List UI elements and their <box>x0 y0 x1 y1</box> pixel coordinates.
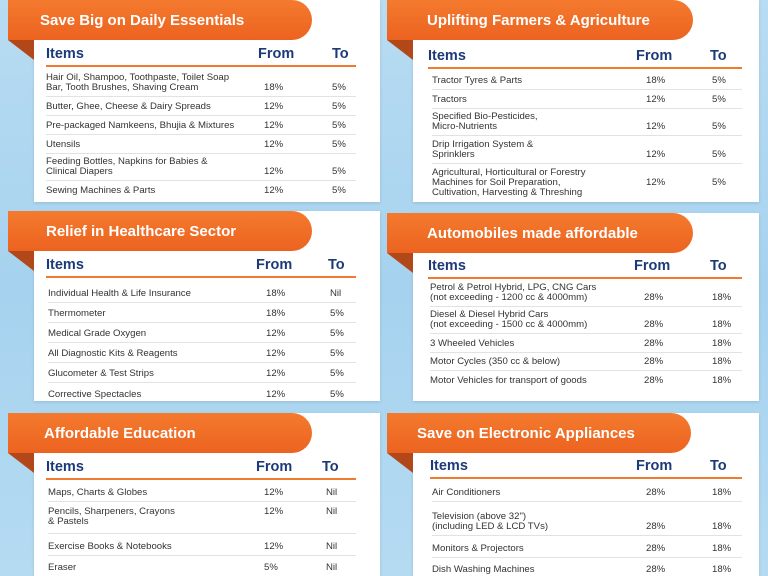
rate-to: 18% <box>712 543 732 554</box>
rate-to: Nil <box>326 562 338 573</box>
table-row <box>432 536 742 558</box>
rate-from: 12% <box>264 506 284 517</box>
rate-to: 5% <box>332 166 346 177</box>
table-row <box>432 90 742 109</box>
rate-to: 18% <box>712 319 732 330</box>
header-from: From <box>636 48 673 64</box>
rate-to: 5% <box>712 149 726 160</box>
table-row <box>48 323 356 343</box>
table-row <box>46 70 356 97</box>
rate-from: 12% <box>266 348 286 359</box>
rate-from: 18% <box>264 82 284 93</box>
item-name: Exercise Books & Notebooks <box>48 541 172 552</box>
item-name: Air Conditioners <box>432 487 501 498</box>
item-name: Individual Health & Life Insurance <box>48 288 191 299</box>
section-title: Affordable Education <box>44 424 196 442</box>
rate-to: 5% <box>712 75 726 86</box>
item-name: Television (above 32") (including LED & LCD TVs) <box>432 511 549 532</box>
item-name: Hair Oil, Shampoo, Toothpaste, Toilet Soap Bar, Tooth Brushes, Shaving Cream <box>46 72 230 93</box>
table-row <box>48 534 356 556</box>
item-name: Drip Irrigation System & Sprinklers <box>432 139 534 160</box>
item-name: Eraser <box>48 562 77 573</box>
rate-to: 5% <box>712 94 726 105</box>
item-name: Feeding Bottles, Napkins for Babies & Clinical Diapers <box>46 156 208 177</box>
rate-from: 12% <box>264 185 284 196</box>
header-from: From <box>256 257 293 273</box>
rate-to: 18% <box>712 375 732 386</box>
header-to: To <box>322 459 339 475</box>
table-header <box>46 257 356 278</box>
table-row <box>48 283 356 303</box>
rate-to: 18% <box>712 487 732 498</box>
table-row <box>430 371 742 389</box>
table-row <box>46 116 356 135</box>
item-name: Motor Vehicles for transport of goods <box>430 375 587 386</box>
rate-from: 12% <box>646 94 666 105</box>
ribbon-fold <box>387 40 413 60</box>
rate-from: 12% <box>264 541 284 552</box>
table-body <box>48 484 356 576</box>
rate-from: 12% <box>646 149 666 160</box>
rate-from: 28% <box>646 487 666 498</box>
header-items: Items <box>430 458 468 474</box>
header-from: From <box>634 258 671 274</box>
table-body <box>430 283 742 389</box>
rate-from: 28% <box>644 319 664 330</box>
header-from: From <box>258 46 295 62</box>
table-header <box>428 258 742 279</box>
table-body <box>432 72 742 202</box>
rate-from: 12% <box>646 121 666 132</box>
rate-to: 5% <box>330 308 344 319</box>
table-body <box>46 70 356 199</box>
rate-to: 5% <box>332 185 346 196</box>
item-name: Corrective Spectacles <box>48 389 142 400</box>
table-row <box>432 72 742 90</box>
item-name: Thermometer <box>48 308 106 319</box>
table-row <box>48 363 356 383</box>
table-row <box>430 334 742 353</box>
rate-to: 18% <box>712 338 732 349</box>
header-to: To <box>328 257 345 273</box>
rate-from: 12% <box>264 487 284 498</box>
header-to: To <box>710 258 727 274</box>
rate-to: 5% <box>332 82 346 93</box>
rate-from: 28% <box>644 338 664 349</box>
section-title: Save Big on Daily Essentials <box>40 11 245 29</box>
rate-to: 18% <box>712 521 732 532</box>
table-header <box>46 46 356 67</box>
header-to: To <box>332 46 349 62</box>
section-title: Automobiles made affordable <box>427 224 638 242</box>
section-title-banner <box>8 413 312 453</box>
table-row <box>46 181 356 199</box>
table-row <box>48 556 356 576</box>
rate-to: 18% <box>712 356 732 367</box>
item-name: Monitors & Projectors <box>432 543 524 554</box>
item-name: Pencils, Sharpeners, Crayons & Pastels <box>48 506 175 527</box>
ribbon-fold <box>387 253 413 273</box>
ribbon-fold <box>387 453 413 473</box>
rate-to: Nil <box>330 288 342 299</box>
item-name: Petrol & Petrol Hybrid, LPG, CNG Cars (not exceeding - 1200 cc & 4000mm) <box>430 282 597 303</box>
item-name: Tractor Tyres & Parts <box>432 75 523 86</box>
rate-to: Nil <box>326 506 338 517</box>
rate-from: 12% <box>266 368 286 379</box>
rate-from: 18% <box>266 288 286 299</box>
rate-from: 12% <box>266 328 286 339</box>
header-to: To <box>710 458 727 474</box>
item-name: Motor Cycles (350 cc & below) <box>430 356 561 367</box>
rate-from: 12% <box>646 177 666 188</box>
table-row <box>46 97 356 116</box>
item-name: Sewing Machines & Parts <box>46 185 156 196</box>
table-row <box>432 136 742 164</box>
section-title-banner <box>8 211 312 251</box>
section-title: Uplifting Farmers & Agriculture <box>427 11 650 29</box>
ribbon-fold <box>8 251 34 271</box>
rate-from: 28% <box>646 543 666 554</box>
table-row <box>432 164 742 202</box>
rate-to: 5% <box>330 389 344 400</box>
rate-from: 12% <box>264 120 284 131</box>
section-title: Relief in Healthcare Sector <box>46 222 237 240</box>
section-title: Save on Electronic Appliances <box>417 424 635 442</box>
item-name: Agricultural, Horticultural or Forestry Machines for Soil Preparation, Cultivation, Harvesting & Threshing <box>432 167 586 198</box>
table-row <box>48 502 356 534</box>
rate-from: 18% <box>646 75 666 86</box>
table-row <box>432 558 742 576</box>
item-name: Utensils <box>46 139 81 150</box>
table-row <box>48 343 356 363</box>
rate-to: 5% <box>330 368 344 379</box>
rate-to: 18% <box>712 292 732 303</box>
rate-from: 18% <box>266 308 286 319</box>
rate-to: 5% <box>712 121 726 132</box>
section-title-banner <box>8 0 312 40</box>
table-row <box>48 303 356 323</box>
header-to: To <box>710 48 727 64</box>
table-row <box>46 135 356 154</box>
rate-from: 28% <box>646 564 666 575</box>
item-name: Dish Washing Machines <box>432 564 535 575</box>
item-name: Diesel & Diesel Hybrid Cars (not exceeding - 1500 cc & 4000mm) <box>430 309 588 330</box>
header-items: Items <box>46 46 84 62</box>
rate-to: 5% <box>712 177 726 188</box>
rate-from: 28% <box>644 375 664 386</box>
item-name: 3 Wheeled Vehicles <box>430 338 515 349</box>
rate-from: 12% <box>264 101 284 112</box>
rate-to: Nil <box>326 541 338 552</box>
rate-to: 18% <box>712 564 732 575</box>
table-header <box>430 458 742 479</box>
rate-from: 28% <box>644 292 664 303</box>
header-items: Items <box>428 48 466 64</box>
rate-from: 12% <box>264 166 284 177</box>
section-title-banner <box>387 213 693 253</box>
table-row <box>432 482 742 502</box>
item-name: Medical Grade Oxygen <box>48 328 147 339</box>
table-row <box>430 307 742 334</box>
table-row <box>432 502 742 536</box>
item-name: Tractors <box>432 94 467 105</box>
item-name: Butter, Ghee, Cheese & Dairy Spreads <box>46 101 211 112</box>
ribbon-fold <box>8 453 34 473</box>
rate-from: 12% <box>264 139 284 150</box>
header-items: Items <box>46 459 84 475</box>
table-row <box>48 484 356 502</box>
rate-to: 5% <box>332 101 346 112</box>
item-name: All Diagnostic Kits & Reagents <box>48 348 178 359</box>
item-name: Pre-packaged Namkeens, Bhujia & Mixtures <box>46 120 235 131</box>
rate-to: Nil <box>326 487 338 498</box>
header-from: From <box>256 459 293 475</box>
rate-from: 28% <box>644 356 664 367</box>
table-row <box>432 109 742 136</box>
rate-from: 12% <box>266 389 286 400</box>
item-name: Maps, Charts & Globes <box>48 487 148 498</box>
header-items: Items <box>428 258 466 274</box>
rate-to: 5% <box>330 348 344 359</box>
table-row <box>46 154 356 181</box>
table-header <box>428 48 742 69</box>
header-items: Items <box>46 257 84 273</box>
rate-to: 5% <box>330 328 344 339</box>
header-from: From <box>636 458 673 474</box>
ribbon-fold <box>8 40 34 60</box>
item-name: Specified Bio-Pesticides, Micro-Nutrients <box>432 111 538 132</box>
item-name: Glucometer & Test Strips <box>48 368 154 379</box>
rate-to: 5% <box>332 120 346 131</box>
table-body <box>48 283 356 403</box>
table-row <box>430 353 742 371</box>
rate-from: 5% <box>264 562 278 573</box>
section-title-banner <box>387 0 693 40</box>
rate-from: 28% <box>646 521 666 532</box>
rate-to: 5% <box>332 139 346 150</box>
section-title-banner <box>387 413 691 453</box>
table-header <box>46 459 356 480</box>
table-body <box>432 482 742 576</box>
table-row <box>48 383 356 403</box>
table-row <box>430 283 742 307</box>
